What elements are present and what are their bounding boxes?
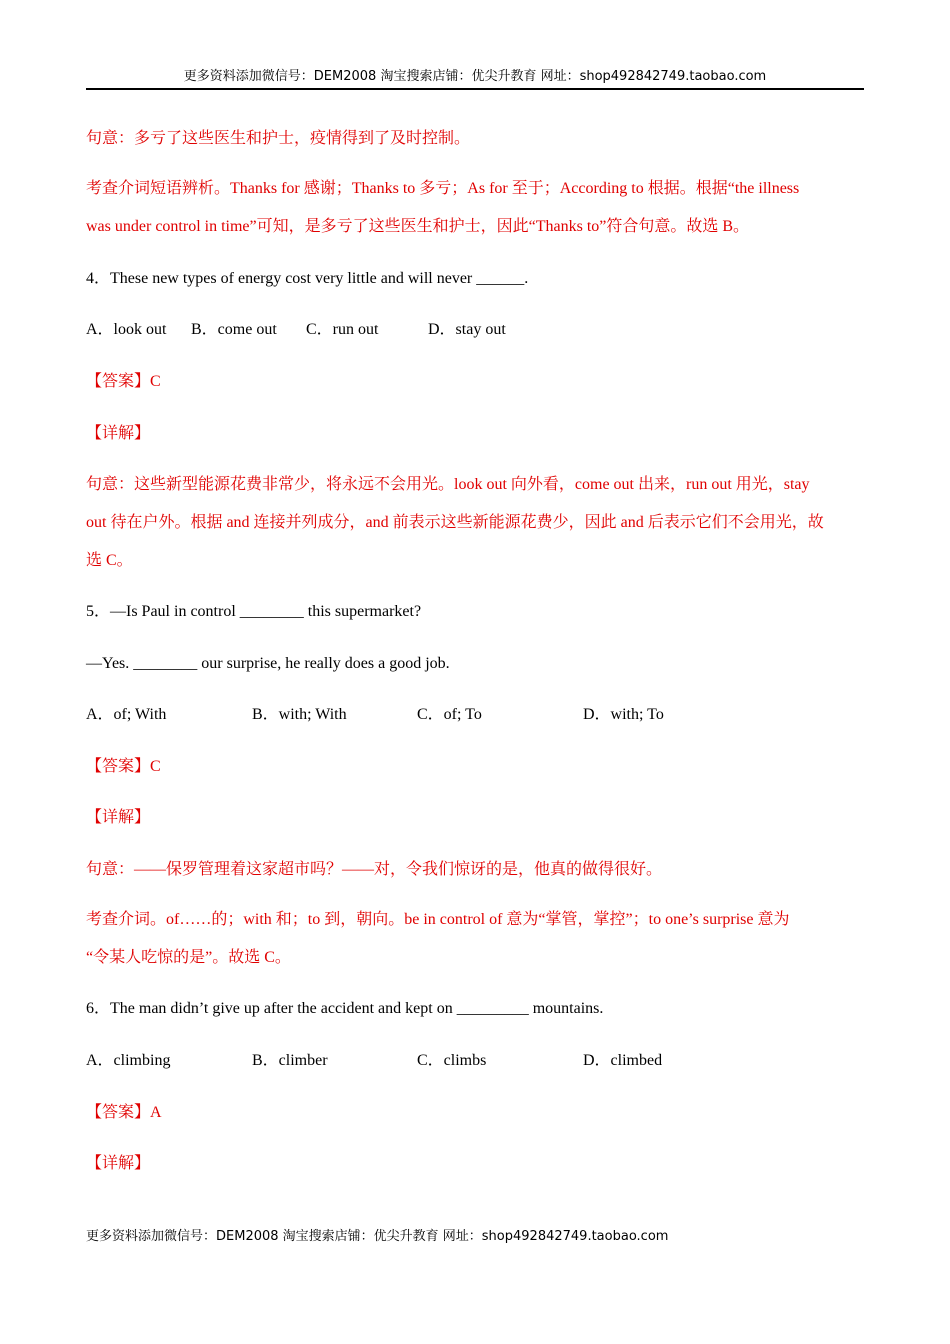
q4-option-a: A．look out bbox=[86, 321, 167, 338]
q5-options bbox=[86, 701, 864, 729]
q6-option-a: A．climbing bbox=[86, 1052, 171, 1069]
q5-stem-line-2: —Yes. ________ our surprise, he really does a good job. bbox=[86, 655, 450, 672]
q5-option-b: B．with; With bbox=[252, 706, 347, 723]
q6-answer: 【答案】A bbox=[86, 1104, 162, 1121]
q4-stem: 4．These new types of energy cost very little and will never ______. bbox=[86, 270, 529, 287]
q6-options bbox=[86, 1047, 864, 1075]
header-text: 更多资料添加微信号：DEM2008 淘宝搜索店铺：优尖升教育 网址：shop492842749.taobao.com bbox=[183, 69, 767, 84]
q5-detail-label: 【详解】 bbox=[86, 809, 151, 826]
q4-option-d: D．stay out bbox=[428, 321, 506, 338]
q4-options bbox=[86, 316, 864, 344]
q4-option-b: B．come out bbox=[191, 321, 277, 338]
q3-meaning: 句意：多亏了这些医生和护士，疫情得到了及时控制。 bbox=[86, 130, 471, 147]
q6-option-b: B．climber bbox=[252, 1052, 328, 1069]
q5-option-c: C．of; To bbox=[417, 706, 482, 723]
q6-option-d: D．climbed bbox=[583, 1052, 663, 1069]
q5-option-d: D．with; To bbox=[583, 706, 664, 723]
q6-option-c: C．climbs bbox=[417, 1052, 487, 1069]
q4-answer: 【答案】C bbox=[86, 373, 161, 390]
q4-detail-label: 【详解】 bbox=[86, 425, 151, 442]
q5-stem-line-1: 5．—Is Paul in control ________ this supermarket? bbox=[86, 603, 422, 620]
footer-text: 更多资料添加微信号：DEM2008 淘宝搜索店铺：优尖升教育 网址：shop492842749.taobao.com bbox=[86, 1229, 669, 1244]
q6-detail-label: 【详解】 bbox=[86, 1155, 151, 1172]
q5-analysis-line-2: “令某人吃惊的是”。故选 C。 bbox=[86, 949, 291, 966]
q4-option-c: C．run out bbox=[306, 321, 379, 338]
q5-option-a: A．of; With bbox=[86, 706, 167, 723]
q3-analysis-line-2: was under control in time”可知，是多亏了这些医生和护士，因此“Thanks to”符合句意。故选 B。 bbox=[86, 218, 750, 235]
q5-answer: 【答案】C bbox=[86, 758, 161, 775]
q5-analysis-line-1: 考查介词。of……的；with 和；to 到，朝向。be in control of 意为“掌管，掌控”；to one’s surprise 意为 bbox=[86, 911, 790, 928]
q3-analysis-line-1: 考查介词短语辨析。Thanks for 感谢；Thanks to 多亏；As for 至于；According to 根据。根据“the illness bbox=[86, 180, 800, 197]
page-header bbox=[86, 66, 864, 90]
q4-meaning-line-3: 选 C。 bbox=[86, 552, 133, 569]
q6-stem: 6．The man didn’t give up after the accident and kept on _________ mountains. bbox=[86, 1000, 604, 1017]
q4-meaning-line-1: 句意：这些新型能源花费非常少，将永远不会用光。look out 向外看，come out 出来，run out 用光，stay bbox=[86, 476, 810, 493]
q5-meaning: 句意：——保罗管理着这家超市吗？——对，令我们惊讶的是，他真的做得很好。 bbox=[86, 861, 663, 878]
q4-meaning-line-2: out 待在户外。根据 and 连接并列成分，and 前表示这些新能源花费少，因此 and 后表示它们不会用光，故 bbox=[86, 514, 824, 531]
page-footer bbox=[86, 1228, 668, 1246]
